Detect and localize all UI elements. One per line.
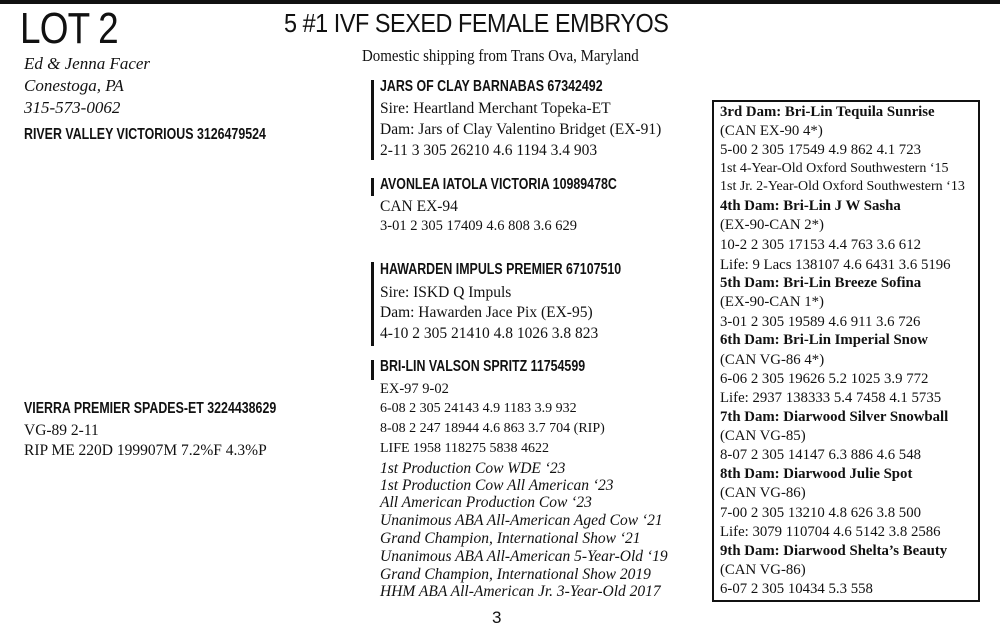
paternal-granddam-record: 3-01 2 305 17409 4.6 808 3.6 629	[380, 218, 577, 234]
maternal-grandsire-block	[380, 261, 681, 279]
pedigree-line: 1st Jr. 2-Year-Old Oxford Southwestern ‘13	[720, 179, 965, 194]
maternal-grandsire-name: HAWARDEN IMPULS PREMIER 67107510	[380, 261, 622, 278]
maternal-granddam-honor: 1st Production Cow WDE ‘23	[380, 460, 566, 477]
pedigree-line: (CAN EX-90 4*)	[720, 123, 823, 139]
maternal-granddam-honor: 1st Production Cow All American ‘23	[380, 477, 614, 494]
bracket-paternal-granddam	[371, 178, 374, 196]
pedigree-line: (EX-90-CAN 2*)	[720, 217, 824, 233]
pedigree-dam-label: 8th Dam: Diarwood Julie Spot	[720, 466, 913, 482]
maternal-grandsire-record: 4-10 2 305 21410 4.8 1026 3.8 823	[380, 325, 599, 342]
pedigree-line: (CAN VG-85)	[720, 428, 806, 444]
paternal-granddam-block	[380, 176, 676, 194]
maternal-granddam-honor: Unanimous ABA All-American 5-Year-Old ‘19	[380, 548, 668, 565]
maternal-granddam-honor: Grand Champion, International Show ‘21	[380, 530, 641, 547]
consignor-phone: 315-573-0062	[24, 98, 121, 117]
pedigree-line: (EX-90-CAN 1*)	[720, 294, 824, 310]
consignor-name: Ed & Jenna Facer	[24, 54, 151, 73]
pedigree-dam-label: 6th Dam: Bri-Lin Imperial Snow	[720, 332, 928, 348]
pedigree-line: (CAN VG-86)	[720, 485, 806, 501]
maternal-granddam-honor: Unanimous ABA All-American Aged Cow ‘21	[380, 512, 663, 529]
maternal-grandsire-sire: Sire: ISKD Q Impuls	[380, 284, 512, 301]
maternal-granddam-honor: All American Production Cow ‘23	[380, 494, 592, 511]
bracket-maternal-grandsire	[371, 262, 374, 346]
pedigree-dam-label: 9th Dam: Diarwood Shelta’s Beauty	[720, 543, 948, 559]
sire-name: RIVER VALLEY VICTORIOUS 3126479524	[24, 126, 266, 143]
pedigree-dam-label: 5th Dam: Bri-Lin Breeze Sofina	[720, 275, 922, 291]
lot-number: LOT 2	[20, 4, 118, 53]
paternal-grandsire-block	[380, 78, 658, 96]
pedigree-line: (CAN VG-86)	[720, 562, 806, 578]
maternal-granddam-record: LIFE 1958 118275 5838 4622	[380, 441, 550, 456]
paternal-grandsire-name: JARS OF CLAY BARNABAS 67342492	[380, 78, 603, 95]
pedigree-dam-label: 7th Dam: Diarwood Silver Snowball	[720, 409, 949, 425]
paternal-grandsire-record: 2-11 3 305 26210 4.6 1194 3.4 903	[380, 142, 598, 159]
pedigree-line: 7-00 2 305 13210 4.8 626 3.8 500	[720, 505, 921, 521]
pedigree-line: Life: 2937 138333 5.4 7458 4.1 5735	[720, 390, 942, 406]
top-rule	[0, 0, 1000, 4]
maternal-grandsire-dam: Dam: Hawarden Jace Pix (EX-95)	[380, 304, 593, 321]
pedigree-dam-label: 4th Dam: Bri-Lin J W Sasha	[720, 198, 901, 214]
dam-classification: VG-89 2-11	[24, 422, 99, 439]
paternal-grandsire-dam: Dam: Jars of Clay Valentino Bridget (EX-91)	[380, 121, 662, 138]
paternal-grandsire-sire: Sire: Heartland Merchant Topeka-ET	[380, 100, 611, 117]
page-number: 3	[492, 608, 502, 627]
shipping-note: Domestic shipping from Trans Ova, Maryland	[362, 46, 639, 65]
pedigree-line: 6-07 2 305 10434 5.3 558	[720, 581, 873, 597]
maternal-granddam-record: 6-08 2 305 24143 4.9 1183 3.9 932	[380, 401, 577, 416]
lot-headline: 5 #1 IVF SEXED FEMALE EMBRYOS	[284, 8, 669, 38]
pedigree-line: Life: 9 Lacs 138107 4.6 6431 3.6 5196	[720, 257, 951, 273]
pedigree-line: Life: 3079 110704 4.6 5142 3.8 2586	[720, 524, 941, 540]
paternal-granddam-name: AVONLEA IATOLA VICTORIA 10989478C	[380, 176, 617, 193]
sire-block	[24, 126, 326, 144]
paternal-granddam-classification: CAN EX-94	[380, 198, 458, 215]
bracket-maternal-granddam	[371, 360, 374, 380]
maternal-granddam-classification: EX-97 9-02	[380, 381, 449, 397]
dam-name: VIERRA PREMIER SPADES-ET 3224438629	[24, 400, 277, 417]
pedigree-line: 8-07 2 305 14147 6.3 886 4.6 548	[720, 447, 921, 463]
pedigree-line: 1st 4-Year-Old Oxford Southwestern ‘15	[720, 161, 949, 176]
maternal-granddam-honor: Grand Champion, International Show 2019	[380, 566, 651, 583]
maternal-granddam-record: 8-08 2 247 18944 4.6 863 3.7 704 (RIP)	[380, 421, 605, 436]
pedigree-line: 6-06 2 305 19626 5.2 1025 3.9 772	[720, 371, 929, 387]
maternal-granddam-honor: HHM ABA All-American Jr. 3-Year-Old 2017	[380, 583, 661, 600]
pedigree-line: 5-00 2 305 17549 4.9 862 4.1 723	[720, 142, 921, 158]
bracket-paternal-grandsire	[371, 80, 374, 160]
consignor-location: Conestoga, PA	[24, 76, 124, 95]
pedigree-line: 3-01 2 305 19589 4.6 911 3.6 726	[720, 314, 921, 330]
maternal-granddam-block	[380, 358, 636, 376]
pedigree-line: (CAN VG-86 4*)	[720, 352, 825, 368]
pedigree-line: 10-2 2 305 17153 4.4 763 3.6 612	[720, 237, 921, 253]
dam-record: RIP ME 220D 199907M 7.2%F 4.3%P	[24, 442, 267, 459]
dam-block	[24, 400, 339, 418]
pedigree-dam-label: 3rd Dam: Bri-Lin Tequila Sunrise	[720, 104, 935, 120]
maternal-granddam-name: BRI-LIN VALSON SPRITZ 11754599	[380, 358, 586, 375]
